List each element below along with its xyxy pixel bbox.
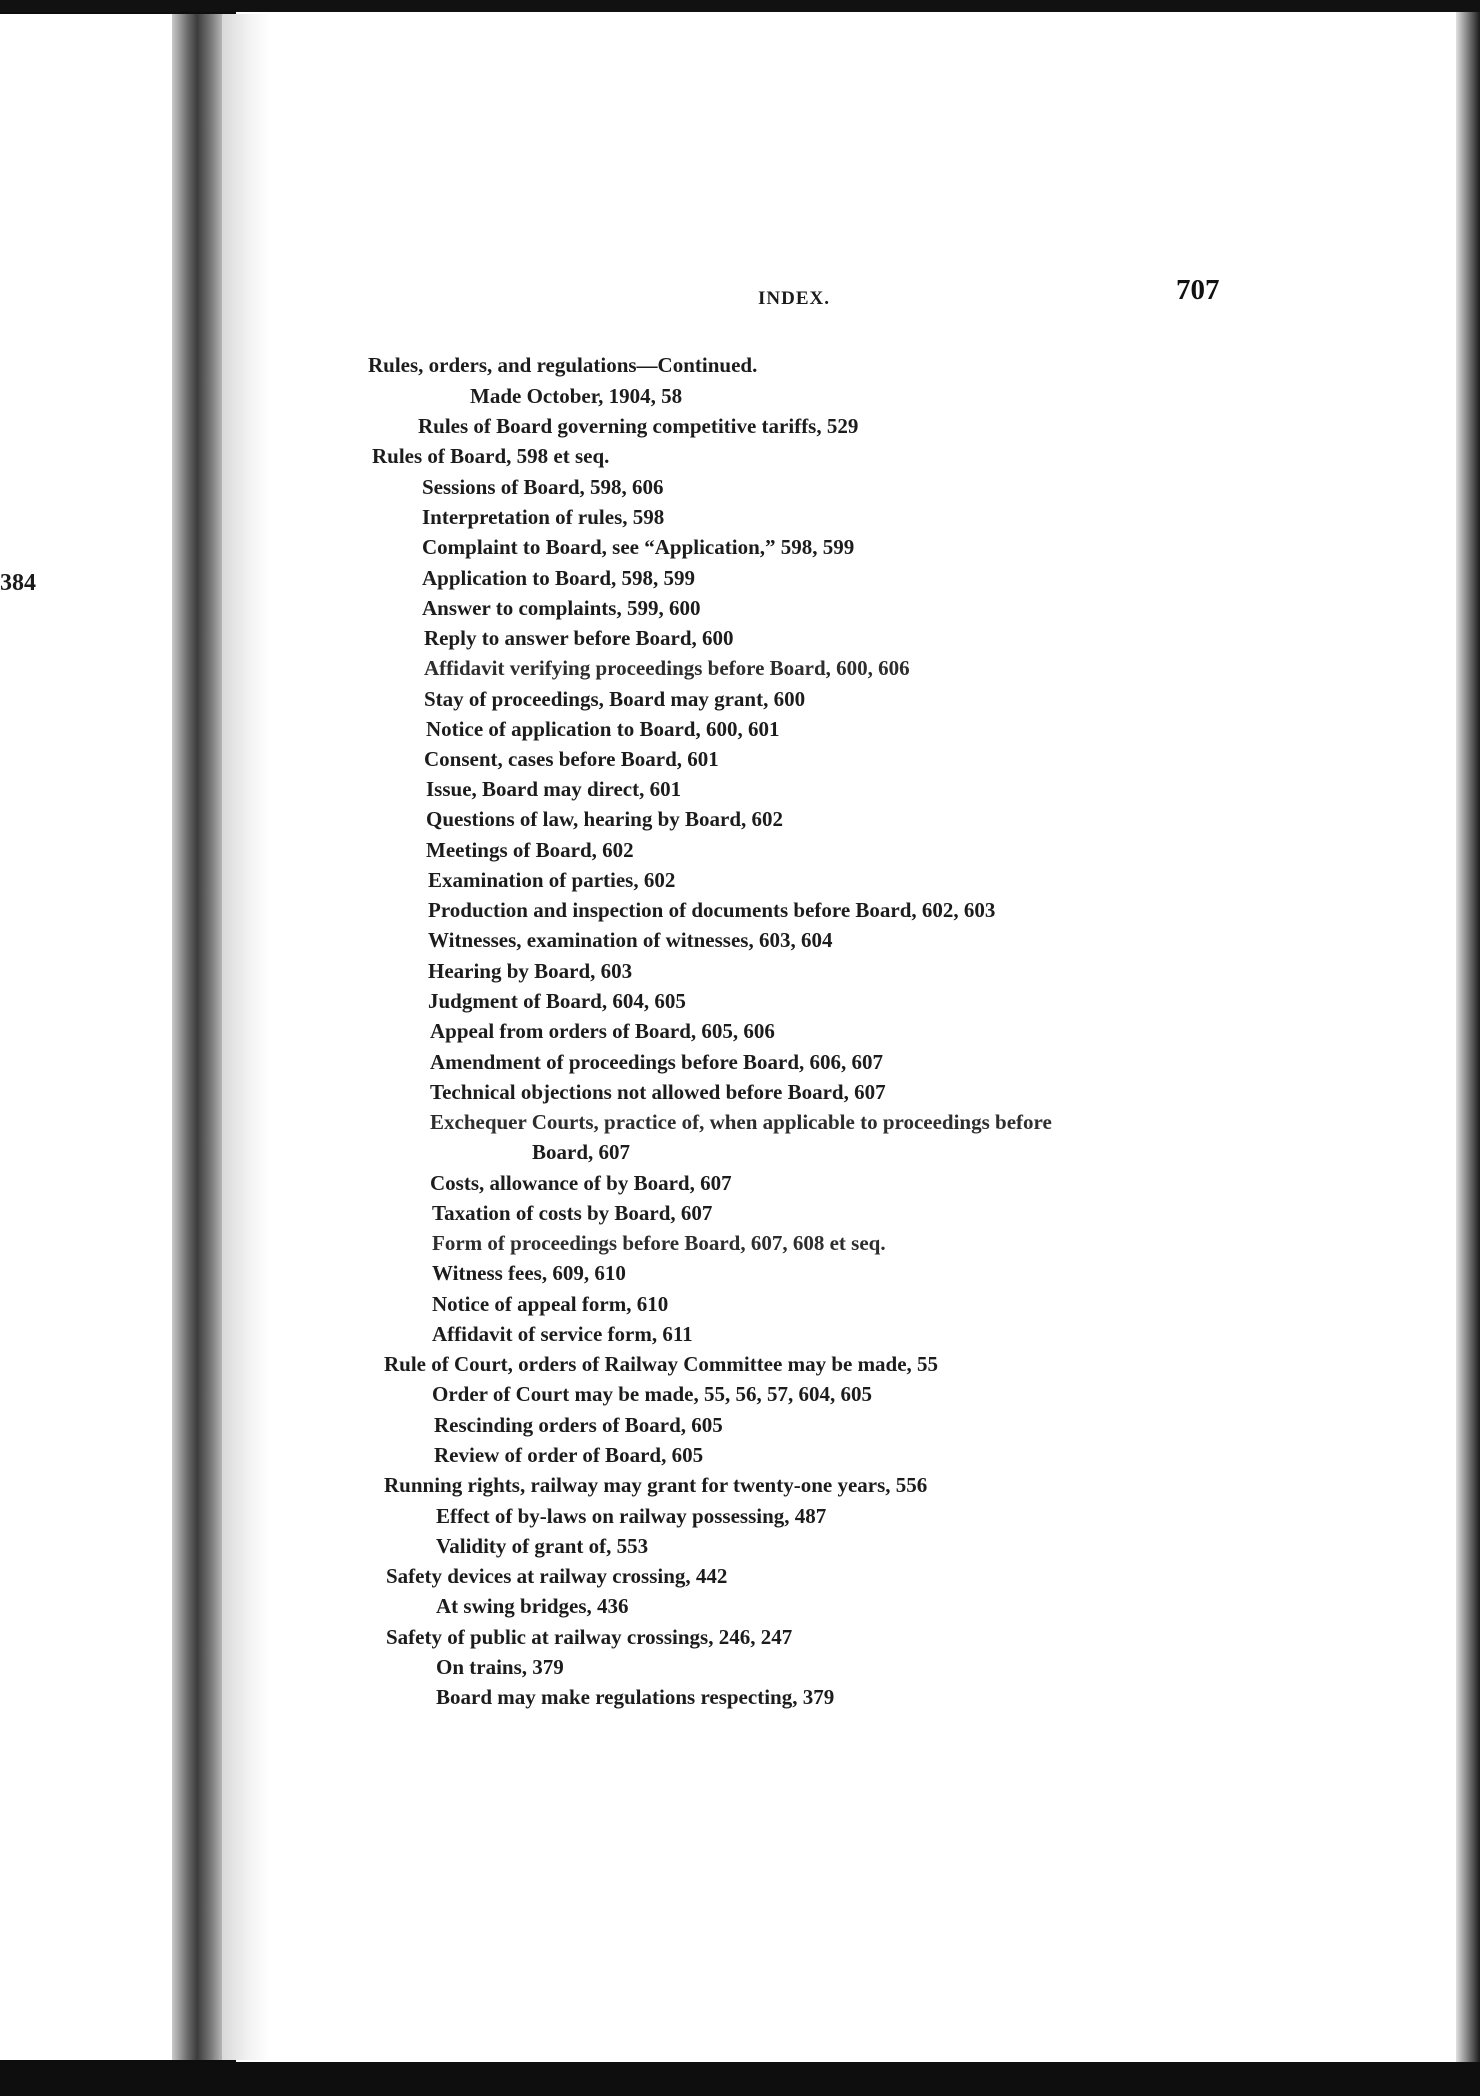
index-subentry: Issue, Board may direct, 601	[426, 777, 682, 801]
index-subentry: Complaint to Board, see “Application,” 598, 599	[422, 535, 855, 559]
index-subentry: Sessions of Board, 598, 606	[422, 475, 664, 499]
index-subentry: Witness fees, 609, 610	[432, 1261, 626, 1285]
index-heading: Safety devices at railway crossing, 442	[386, 1564, 728, 1588]
index-subentry: Validity of grant of, 553	[436, 1534, 649, 1558]
index-subentry: Rules of Board governing competitive tariffs, 529	[418, 414, 859, 438]
index-subentry: Amendment of proceedings before Board, 606, 607	[430, 1050, 884, 1074]
running-header-title: INDEX.	[758, 288, 830, 309]
index-subentry: Made October, 1904, 58	[470, 384, 683, 408]
index-subentry: Costs, allowance of by Board, 607	[430, 1171, 732, 1195]
index-subentry: Hearing by Board, 603	[428, 959, 633, 983]
index-subentry: Witnesses, examination of witnesses, 603, 604	[428, 928, 833, 952]
index-subentry: At swing bridges, 436	[436, 1594, 629, 1618]
index-heading: Safety of public at railway crossings, 246, 247	[386, 1625, 793, 1649]
index-subentry: Exchequer Courts, practice of, when applicable to proceedings before	[430, 1110, 1052, 1134]
index-subentry: Taxation of costs by Board, 607	[432, 1201, 713, 1225]
index-subentry: Affidavit of service form, 611	[432, 1322, 693, 1346]
index-subentry: Board may make regulations respecting, 379	[436, 1685, 835, 1709]
index-subentry: Interpretation of rules, 598	[422, 505, 665, 529]
index-subentry: Answer to complaints, 599, 600	[422, 596, 701, 620]
index-heading: Rules of Board, 598 et seq.	[372, 444, 610, 468]
index-subentry: Appeal from orders of Board, 605, 606	[430, 1019, 775, 1043]
index-subentry: Examination of parties, 602	[428, 868, 676, 892]
index-subentry: Notice of application to Board, 600, 601	[426, 717, 780, 741]
index-subentry-continuation: Board, 607	[532, 1140, 631, 1164]
index-subentry: Reply to answer before Board, 600	[424, 626, 734, 650]
index-subentry: Production and inspection of documents before Board, 602, 603	[428, 898, 996, 922]
index-subentry: Meetings of Board, 602	[426, 838, 634, 862]
index-subentry: Questions of law, hearing by Board, 602	[426, 807, 784, 831]
index-subentry: Consent, cases before Board, 601	[424, 747, 719, 771]
index-subentry: Rescinding orders of Board, 605	[434, 1413, 723, 1437]
index-subentry: Effect of by-laws on railway possessing, 487	[436, 1504, 827, 1528]
index-heading: Running rights, railway may grant for twenty-one years, 556	[384, 1473, 928, 1497]
index-subentry: Review of order of Board, 605	[434, 1443, 704, 1467]
index-subentry: Application to Board, 598, 599	[422, 566, 696, 590]
index-subentry: Affidavit verifying proceedings before Board, 600, 606	[424, 656, 910, 680]
page-number: 707	[1176, 274, 1220, 306]
index-subentry: Judgment of Board, 604, 605	[428, 989, 686, 1013]
index-subentry: On trains, 379	[436, 1655, 564, 1679]
index-heading: Rules, orders, and regulations—Continued.	[368, 353, 758, 377]
index-subentry: Technical objections not allowed before Board, 607	[430, 1080, 886, 1104]
index-subentry: Order of Court may be made, 55, 56, 57, 604, 605	[432, 1382, 872, 1406]
left-page-number: 384	[0, 570, 36, 596]
index-subentry: Stay of proceedings, Board may grant, 600	[424, 687, 806, 711]
index-heading: Rule of Court, orders of Railway Committee may be made, 55	[384, 1352, 939, 1376]
index-subentry: Form of proceedings before Board, 607, 608 et seq.	[432, 1231, 886, 1255]
scan-frame-bottom	[0, 2062, 1480, 2096]
index-subentry: Notice of appeal form, 610	[432, 1292, 669, 1316]
